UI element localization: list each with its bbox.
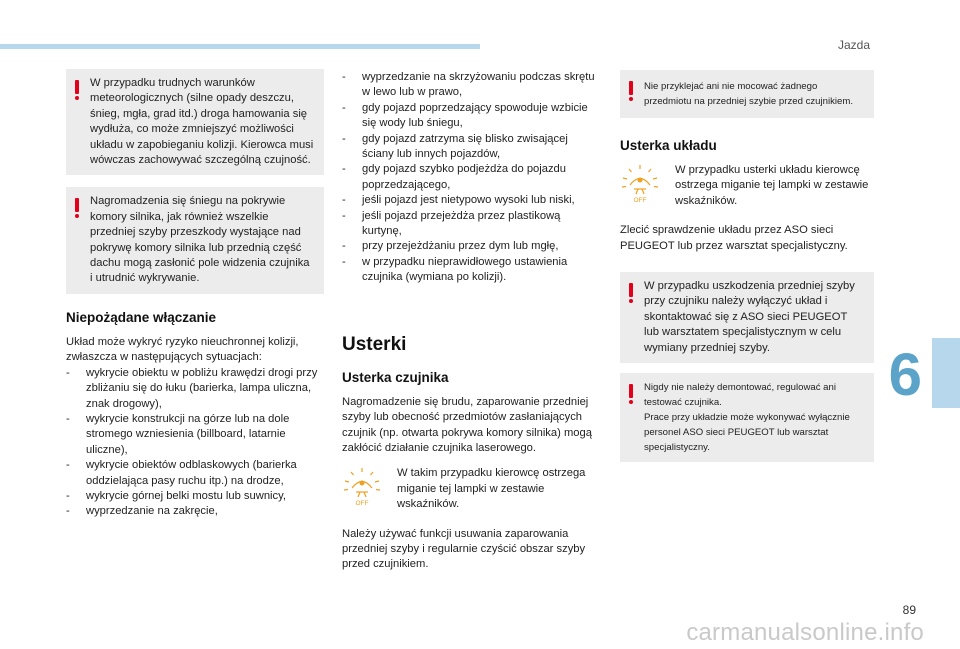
list-item: - wykrycie obiektu w pobliżu krawędzi drogi przy zbliżaniu się do łuku (barierka, lampa uliczna, znak drogowy), (66, 366, 324, 412)
section-heading: Usterka układu (620, 138, 717, 153)
page-number: 89 (902, 603, 916, 617)
svg-text:OFF: OFF (355, 500, 369, 507)
list-item: - wykrycie obiektów odblaskowych (barierka oddzielająca pasy ruchu itp.) na drodze, (66, 458, 324, 489)
indicator-text: W przypadku usterki układu kierowcę ostrzega miganie tej lampki w zestawie wskaźników. (675, 164, 869, 207)
bullet-list (342, 70, 600, 286)
column-left (66, 69, 324, 520)
warning-text: Nigdy nie należy demontować, regulować ani testować czujnika. (644, 382, 836, 409)
list-item: - w przypadku nieprawidłowego ustawienia czujnika (wymiana po kolizji). (342, 255, 600, 286)
warning-text: Nie przyklejać ani nie mocować żadnego przedmiotu na przedniej szybie przed czujnikiem. (644, 81, 854, 107)
chapter-tab (932, 338, 960, 408)
list-item: - gdy pojazd zatrzyma się blisko zwisającej ściany lub innych pojazdów, (342, 132, 600, 163)
exclamation-icon (628, 81, 633, 101)
list-item: - przy przejeżdżaniu przez dym lub mgłę, (342, 239, 600, 254)
warning-text: Prace przy układzie może wykonywać wyłącznie personel ASO sieci PEUGEOT lub warsztat specjalistyczny. (644, 412, 850, 454)
list-item: - wyprzedzanie na zakręcie, (66, 504, 324, 519)
column-right (620, 70, 874, 462)
warning-text: W przypadku trudnych warunków meteorologicznych (silne opady deszczu, śnieg, mgła, grad itd.) droga hamowania się wydłuża, co może zmniejszyć możliwości układu w zapobieganiu kolizji. Kierowca musi wówczas zachowywać szczególną czujność. (90, 77, 314, 167)
paragraph: Zlecić sprawdzenie układu przez ASO sieci PEUGEOT lub przez warsztat specjalistyczny. (620, 224, 848, 252)
warning-box (66, 187, 324, 293)
exclamation-icon (74, 80, 79, 100)
warning-box (66, 69, 324, 175)
header-accent-bar (0, 44, 480, 49)
chapter-heading: Usterki (342, 333, 407, 355)
section-heading: Usterka czujnika (342, 369, 449, 385)
list-item: - wykrycie konstrukcji na górze lub na dole stromego wzniesienia (billboard, latarnie uliczne), (66, 412, 324, 458)
watermark: carmanualsonline.info (686, 619, 924, 646)
warning-text: Nagromadzenia się śniegu na pokrywie komory silnika, jak również wszelkie przedniej szyby przeszkody wystające nad pokrywę komory silnika lub przednią część dachu mogą zasłonić pole widzenia czujnika i utrudnić wykrywanie. (90, 195, 310, 285)
exclamation-icon (628, 384, 633, 404)
exclamation-icon (74, 198, 79, 218)
indicator-note (342, 466, 600, 512)
warning-text: W przypadku uszkodzenia przedniej szyby przy czujniku należy wyłączyć układ i skontaktować się z ASO sieci PEUGEOT lub warsztatem specjalistycznym w celu wymiany przedniej szyby. (644, 280, 855, 354)
indicator-note (620, 163, 874, 209)
list-item: - jeśli pojazd jest nietypowo wysoki lub niski, (342, 193, 600, 208)
list-item: - wykrycie górnej belki mostu lub suwnicy, (66, 489, 324, 504)
list-item: - gdy pojazd poprzedzający spowoduje wzbicie się wody lub śniegu, (342, 101, 600, 132)
section-heading: Niepożądane włączanie (66, 309, 217, 325)
section-title: Jazda (837, 38, 870, 52)
paragraph: Nagromadzenie się brudu, zaparowanie przedniej szyby lub obecność przedmiotów zasłaniających czujnik (np. otwarta pokrywa komory silnika) mogą zakłócić działanie czujnika laserowego. (342, 395, 592, 454)
paragraph: Należy używać funkcji usuwania zaparowania przedniej szyby i regularnie czyścić obszar szyby przed czujnikiem. (342, 527, 586, 571)
sun-sensor-off-icon (342, 466, 382, 506)
list-item: - jeśli pojazd przejeżdża przez plastikową kurtynę, (342, 209, 600, 240)
bullet-list (66, 366, 324, 520)
paragraph: Układ może wykryć ryzyko nieuchronnej kolizji, zwłaszcza w następujących sytuacjach: (66, 335, 299, 364)
indicator-text: W takim przypadku kierowcę ostrzega miganie tej lampki w zestawie wskaźników. (397, 467, 586, 511)
list-item: - wyprzedzanie na skrzyżowaniu podczas skrętu w lewo lub w prawo, (342, 70, 600, 101)
exclamation-icon (628, 283, 633, 303)
warning-box (620, 70, 874, 118)
list-item: - gdy pojazd szybko podjeżdża do pojazdu poprzedzającego, (342, 162, 600, 193)
column-middle (342, 70, 600, 573)
sun-sensor-off-icon (620, 163, 660, 203)
chapter-number: 6 (888, 341, 922, 408)
warning-box (620, 272, 874, 363)
svg-text:OFF: OFF (633, 197, 647, 203)
warning-box (620, 373, 874, 462)
